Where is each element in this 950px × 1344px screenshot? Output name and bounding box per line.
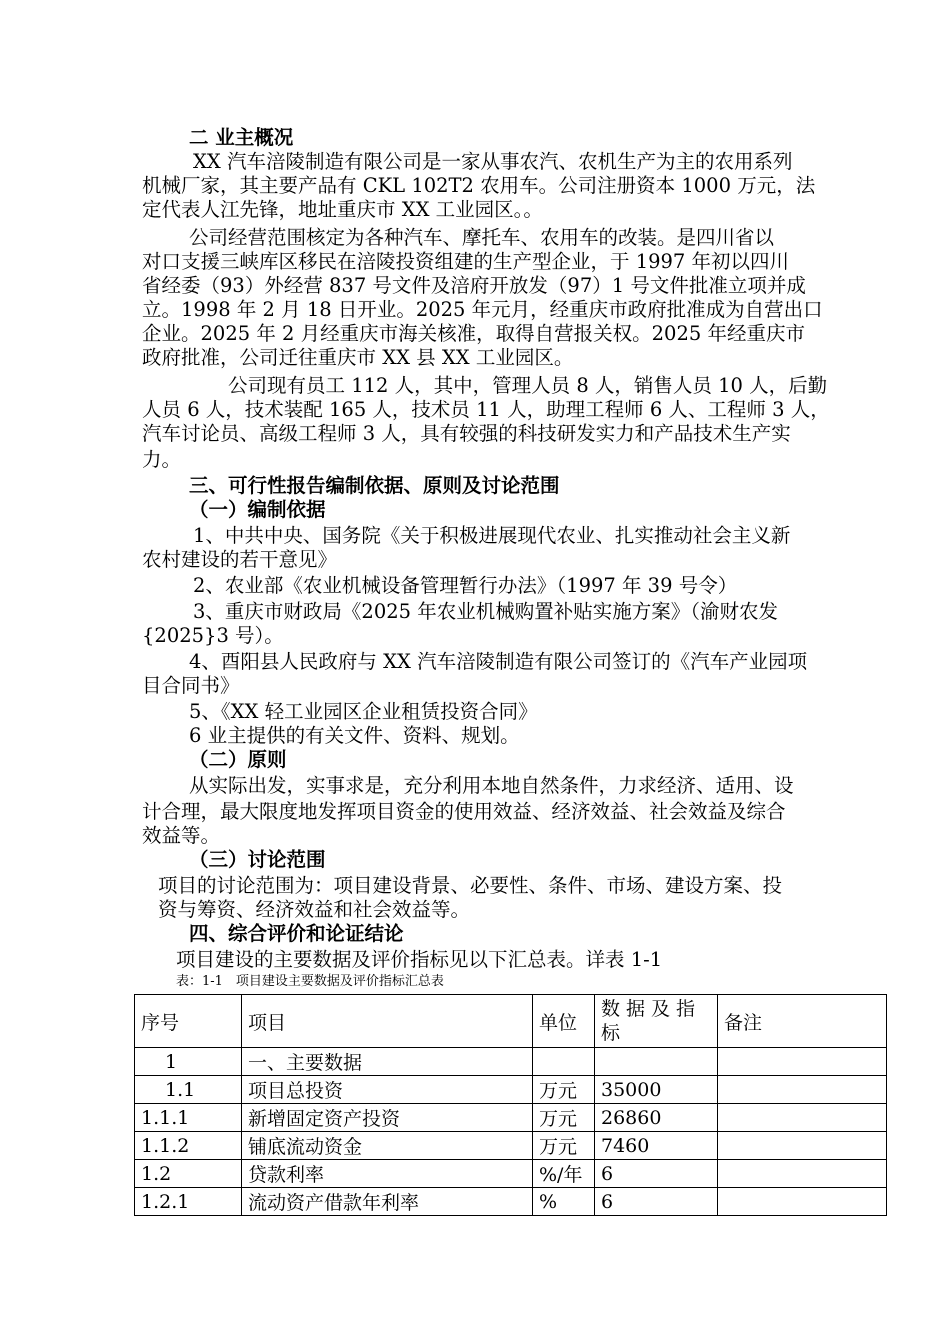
paragraph-line: 力。 [142,448,182,471]
cell-item: 新增固定资产投资 [242,1104,533,1132]
cell-unit: 万元 [533,1132,595,1160]
section-heading-basis-principles: 三、可行性报告编制依据、原则及讨论范围 [189,474,560,497]
table-intro: 项目建设的主要数据及评价指标见以下汇总表。详表 1-1 [176,948,663,971]
cell-no: 1 [135,1048,242,1076]
paragraph-line: 机械厂家，其主要产品有 CKL 102T2 农用车。公司注册资本 1000 万元，法 [142,174,816,197]
paragraph-line: 公司经营范围核定为各种汽车、摩托车、农用车的改装。是四川省以 [189,226,775,249]
subheading-scope: （三）讨论范围 [189,848,326,871]
paragraph-line: 从实际出发，实事求是，充分利用本地自然条件，力求经济、适用、设 [189,774,794,797]
list-item: 1、中共中央、国务院《关于积极进展现代农业、扎实推动社会主义新 [193,524,791,547]
cell-item: 流动资产借款年利率 [242,1188,533,1216]
summary-table [134,994,887,1216]
list-item: 2、农业部《农业机械设备管理暂行办法》（1997 年 39 号令） [193,574,738,597]
cell-unit: 万元 [533,1076,595,1104]
table-caption: 表：1-1 项目建设主要数据及评价指标汇总表 [176,974,444,989]
cell-item: 铺底流动资金 [242,1132,533,1160]
list-item: 4、酉阳县人民政府与 XX 汽车涪陵制造有限公司签订的《汽车产业园项 [189,650,808,673]
paragraph-line: 项目的讨论范围为：项目建设背景、必要性、条件、市场、建设方案、投 [158,874,783,897]
paragraph-line: 定代表人江先锋，地址重庆市 XX 工业园区。。 [142,198,543,221]
subheading-basis: （一）编制依据 [189,498,326,521]
paragraph-line: 政府批准，公司迁往重庆市 XX 县 XX 工业园区。 [142,346,574,369]
section-heading-owner-overview: 二 业主概况 [189,126,294,149]
cell-unit: 万元 [533,1104,595,1132]
table-row [135,1160,887,1188]
cell-note [718,1104,887,1132]
cell-note [718,1048,887,1076]
cell-note [718,1160,887,1188]
cell-no: 1.1.2 [135,1132,242,1160]
cell-note [718,1188,887,1216]
table-row [135,1048,887,1076]
header-unit: 单位 [533,995,595,1048]
paragraph-line: XX 汽车涪陵制造有限公司是一家从事农汽、农机生产为主的农用系列 [193,150,793,173]
list-item: 6 业主提供的有关文件、资料、规划。 [189,724,520,747]
list-item: {2025}3 号）。 [142,624,284,647]
cell-unit [533,1048,595,1076]
paragraph-line: 立。1998 年 2 月 18 日开业。2025 年元月，经重庆市政府批准成为自营出口 [142,298,823,321]
paragraph-line: 效益等。 [142,824,221,847]
paragraph-line: 省经委（93）外经营 837 号文件及涪府开放发（97）1 号文件批准立项并成 [142,274,806,297]
header-note: 备注 [718,995,887,1048]
header-no: 序号 [135,995,242,1048]
section-heading-conclusion: 四、综合评价和论证结论 [189,922,404,945]
paragraph-line: 计合理，最大限度地发挥项目资金的使用效益、经济效益、社会效益及综合 [142,800,786,823]
cell-no: 1.1.1 [135,1104,242,1132]
paragraph-line: 人员 6 人，技术装配 165 人，技术员 11 人，助理工程师 6 人、工程师 3 人， [142,398,830,421]
cell-no: 1.2.1 [135,1188,242,1216]
cell-no: 1.2 [135,1160,242,1188]
paragraph-line: 公司现有员工 112 人，其中，管理人员 8 人，销售人员 10 人，后勤 [228,374,828,397]
cell-item: 项目总投资 [242,1076,533,1104]
cell-data: 26860 [595,1104,718,1132]
paragraph-line: 汽车讨论员、高级工程师 3 人，具有较强的科技研发实力和产品技术生产实 [142,422,791,445]
cell-unit: % [533,1188,595,1216]
subheading-principle: （二）原则 [189,748,287,771]
table-row [135,1104,887,1132]
cell-note [718,1132,887,1160]
cell-data: 6 [595,1188,718,1216]
cell-data [595,1048,718,1076]
table-row [135,1132,887,1160]
list-item: 目合同书》 [142,674,240,697]
header-data: 数据及指标 [595,995,718,1048]
table-header-row [135,995,887,1048]
cell-item: 一、主要数据 [242,1048,533,1076]
paragraph-line: 对口支援三峡库区移民在涪陵投资组建的生产型企业，于 1997 年初以四川 [142,250,790,273]
cell-data: 35000 [595,1076,718,1104]
list-item: 5、《XX 轻工业园区企业租赁投资合同》 [189,700,538,723]
header-item: 项目 [242,995,533,1048]
paragraph-line: 资与筹资、经济效益和社会效益等。 [158,898,471,921]
table-row [135,1076,887,1104]
table-row [135,1188,887,1216]
cell-note [718,1076,887,1104]
paragraph-line: 企业。2025 年 2 月经重庆市海关核准，取得自营报关权。2025 年经重庆市 [142,322,805,345]
list-item: 农村建设的若干意见》 [142,548,338,571]
list-item: 3、重庆市财政局《2025 年农业机械购置补贴实施方案》（渝财农发 [193,600,778,623]
cell-data: 6 [595,1160,718,1188]
cell-data: 7460 [595,1132,718,1160]
cell-unit: %/年 [533,1160,595,1188]
cell-item: 贷款利率 [242,1160,533,1188]
cell-no: 1.1 [135,1076,242,1104]
